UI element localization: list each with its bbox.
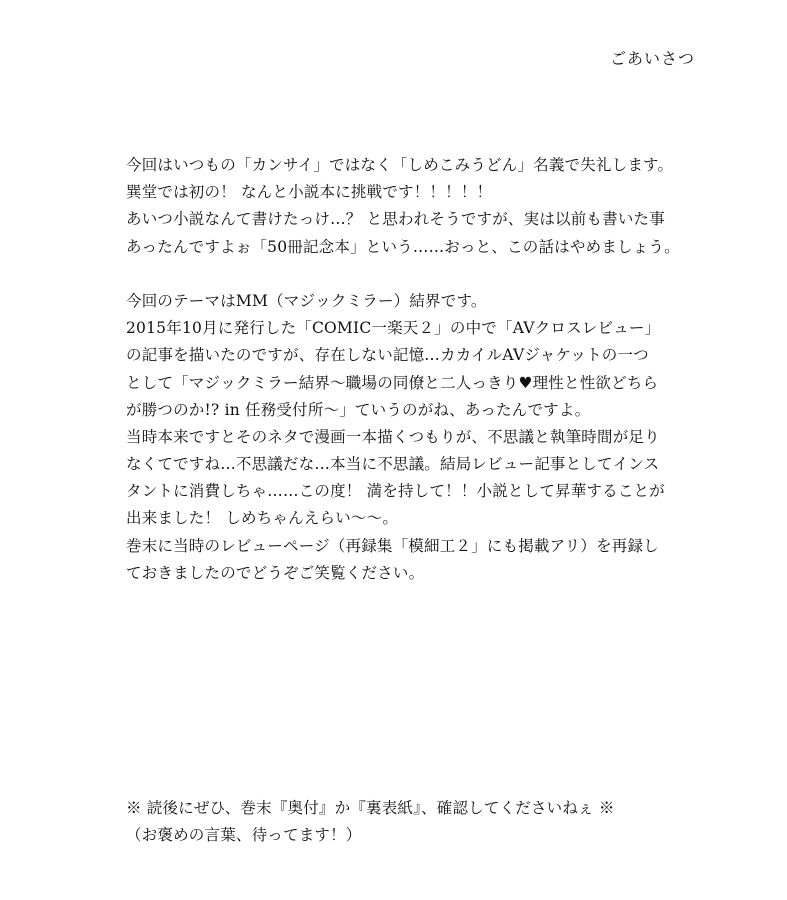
text-line: 巽堂では初の！ なんと小説本に挑戦です！！！！！ <box>126 183 493 202</box>
text-line: として「マジックミラー結界〜職場の同僚と二人っきり♥理性と性欲どちら <box>126 373 659 392</box>
footer-note <box>126 795 706 849</box>
paragraph-intro <box>126 152 706 261</box>
text-line: 今回はいつもの「カンサイ」ではなく「しめこみうどん」名義で失礼します。 <box>126 156 674 174</box>
greeting-body <box>126 152 706 587</box>
paragraph-gap <box>126 261 706 288</box>
text-line: 巻末に当時のレビューページ（再録集「模細工２」にも掲載アリ）を再録し <box>126 536 659 555</box>
text-line: ておきましたのでどうぞご笑覧ください。 <box>126 563 425 582</box>
text-line: の記事を描いたのですが、存在しない記憶…カカイルAVジャケットの一つ <box>126 346 649 365</box>
text-line: あいつ小説なんて書けたっけ…？ と思われそうですが、実は以前も書いた事 <box>126 210 665 229</box>
text-line: タントに消費しちゃ……この度！ 満を持して！！小説として昇華することが <box>126 482 665 501</box>
text-line: 当時本来ですとそのネタで漫画一本描くつもりが、不思議と執筆時間が足り <box>126 427 660 446</box>
text-line: 2015年10月に発行した「COMIC一楽天２」の中で「AVクロスレビュー」 <box>126 319 661 338</box>
text-line: が勝つのか!? in 任務受付所〜」ていうのがね、あったんですよ。 <box>126 400 591 419</box>
text-line: あったんですよぉ「50冊記念本」という……おっと、この話はやめましょう。 <box>126 237 680 256</box>
footer-praise-note: （お褒めの言葉、待ってます！） <box>126 826 362 845</box>
text-line: 出来ました！ しめちゃんえらい〜〜。 <box>126 509 399 528</box>
text-line: 今回のテーマはMM（マジックミラー）結界です。 <box>126 291 487 310</box>
greeting-heading: ごあいさつ <box>609 49 695 68</box>
footer-notice: ※ 読後にぜひ、巻末『奥付』か『裏表紙』、確認してくださいねぇ ※ <box>126 799 615 817</box>
text-line: なくてですね…不思議だな…本当に不思議。結局レビュー記事としてインス <box>126 455 660 474</box>
paragraph-theme <box>126 288 706 587</box>
